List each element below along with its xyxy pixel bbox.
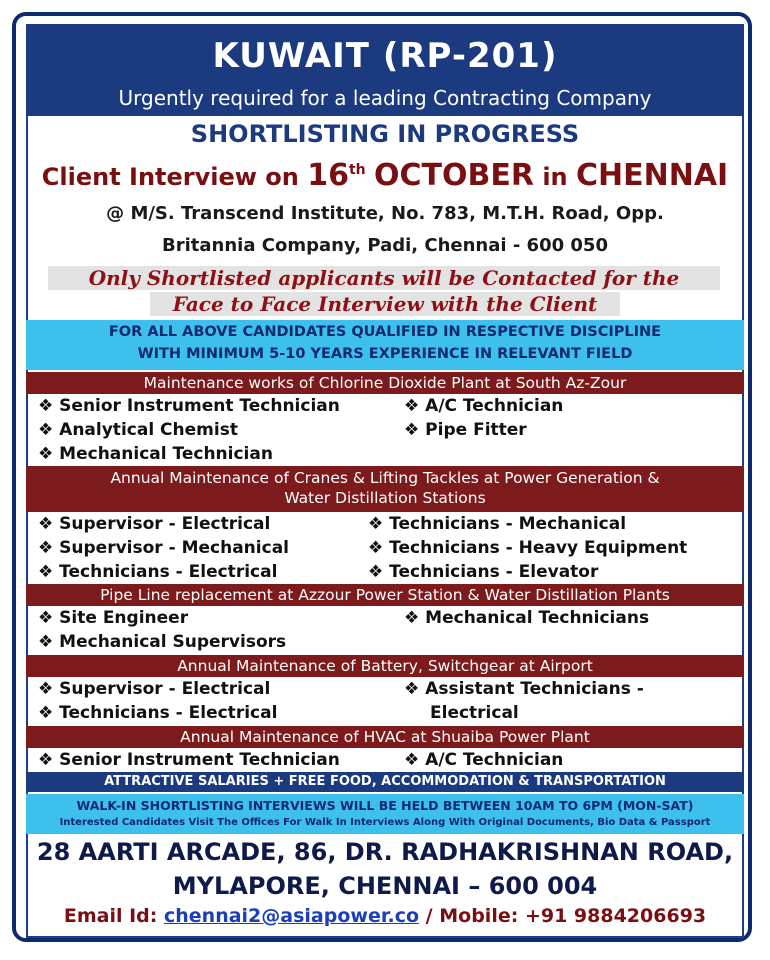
section-4-title: Annual Maintenance of Battery, Switchgear at Airport <box>26 655 744 677</box>
interview-day: 16th <box>307 158 366 193</box>
list-item: ❖ Technicians - Electrical <box>38 703 278 723</box>
interview-prefix: Client Interview on <box>41 163 299 191</box>
list-item: ❖ Senior Instrument Technician <box>38 396 340 416</box>
email-link[interactable]: chennai2@asiapower.co <box>164 905 420 927</box>
page-title: KUWAIT (RP-201) <box>212 36 558 76</box>
list-item: ❖ A/C Technician <box>404 396 564 416</box>
venue-line-1: @ M/S. Transcend Institute, No. 783, M.T.H. Road, Opp. <box>106 203 664 224</box>
notice-line-1: Only Shortlisted applicants will be Contacted for the <box>88 266 680 290</box>
contact-line <box>0 905 770 927</box>
contact-separator: / <box>425 905 433 927</box>
list-item: ❖ Pipe Fitter <box>404 420 527 440</box>
section-2-title-line-1: Annual Maintenance of Cranes & Lifting Tackles at Power Generation & <box>110 469 660 487</box>
section-5-title: Annual Maintenance of HVAC at Shuaiba Power Plant <box>26 726 744 748</box>
email-label: Email Id: <box>63 905 158 927</box>
list-item: ❖ Site Engineer <box>38 608 189 628</box>
list-item: ❖ Technicians - Elevator <box>368 562 599 582</box>
walkin-banner <box>26 794 744 834</box>
walkin-line-1: WALK-IN SHORTLISTING INTERVIEWS WILL BE HELD BETWEEN 10AM TO 6PM (MON-SAT) <box>76 798 694 813</box>
office-address-line-1: 28 AARTI ARCADE, 86, DR. RADHAKRISHNAN ROAD, <box>36 838 734 866</box>
list-item: ❖ Mechanical Supervisors <box>38 632 287 652</box>
interview-line <box>0 158 770 193</box>
list-item-continuation: Electrical <box>430 703 519 723</box>
list-item: ❖ Technicians - Mechanical <box>368 514 627 534</box>
list-item: ❖ Supervisor - Electrical <box>38 514 271 534</box>
interview-city: CHENNAI <box>576 158 729 193</box>
list-item: ❖ Supervisor - Mechanical <box>38 538 289 558</box>
list-item: ❖ Mechanical Technicians <box>404 608 650 628</box>
interview-in: in <box>542 163 568 191</box>
list-item: ❖ Senior Instrument Technician <box>38 750 340 770</box>
section-2-title-line-2: Water Distillation Stations <box>284 489 486 507</box>
office-address-line-2: MYLAPORE, CHENNAI – 600 004 <box>172 872 598 900</box>
list-item: ❖ Technicians - Heavy Equipment <box>368 538 688 558</box>
list-item: ❖ Mechanical Technician <box>38 444 273 464</box>
qualification-banner <box>26 320 744 370</box>
qualification-line-1: FOR ALL ABOVE CANDIDATES QUALIFIED IN RESPECTIVE DISCIPLINE <box>108 324 662 340</box>
page-subtitle: Urgently required for a leading Contracting Company <box>118 86 652 110</box>
qualification-line-2: WITH MINIMUM 5-10 YEARS EXPERIENCE IN RELEVANT FIELD <box>137 346 633 362</box>
section-2-title <box>26 466 744 512</box>
list-item: ❖ A/C Technician <box>404 750 564 770</box>
walkin-line-2: Interested Candidates Visit The Offices For Walk In Interviews Along With Original Documents, Bio Data & Passport <box>59 817 711 828</box>
list-item: ❖ Supervisor - Electrical <box>38 679 271 699</box>
mobile-label: Mobile: <box>439 905 519 927</box>
mobile-number[interactable]: +91 9884206693 <box>524 905 707 927</box>
section-1-title: Maintenance works of Chlorine Dioxide Plant at South Az-Zour <box>26 372 744 394</box>
list-item: ❖ Technicians - Electrical <box>38 562 278 582</box>
interview-month: OCTOBER <box>374 158 534 193</box>
notice-line-2-bg <box>150 292 620 316</box>
status-heading: SHORTLISTING IN PROGRESS <box>190 120 580 148</box>
list-item: ❖ Analytical Chemist <box>38 420 238 440</box>
notice-line-2: Face to Face Interview with the Client <box>172 292 598 316</box>
list-item: ❖ Assistant Technicians - <box>404 679 644 699</box>
notice-line-1-bg <box>48 266 720 290</box>
venue-line-2: Britannia Company, Padi, Chennai - 600 050 <box>162 235 608 256</box>
benefits-banner: ATTRACTIVE SALARIES + FREE FOOD, ACCOMMODATION & TRANSPORTATION <box>26 772 744 792</box>
section-3-title: Pipe Line replacement at Azzour Power Station & Water Distillation Plants <box>26 584 744 606</box>
header-banner <box>26 24 744 116</box>
